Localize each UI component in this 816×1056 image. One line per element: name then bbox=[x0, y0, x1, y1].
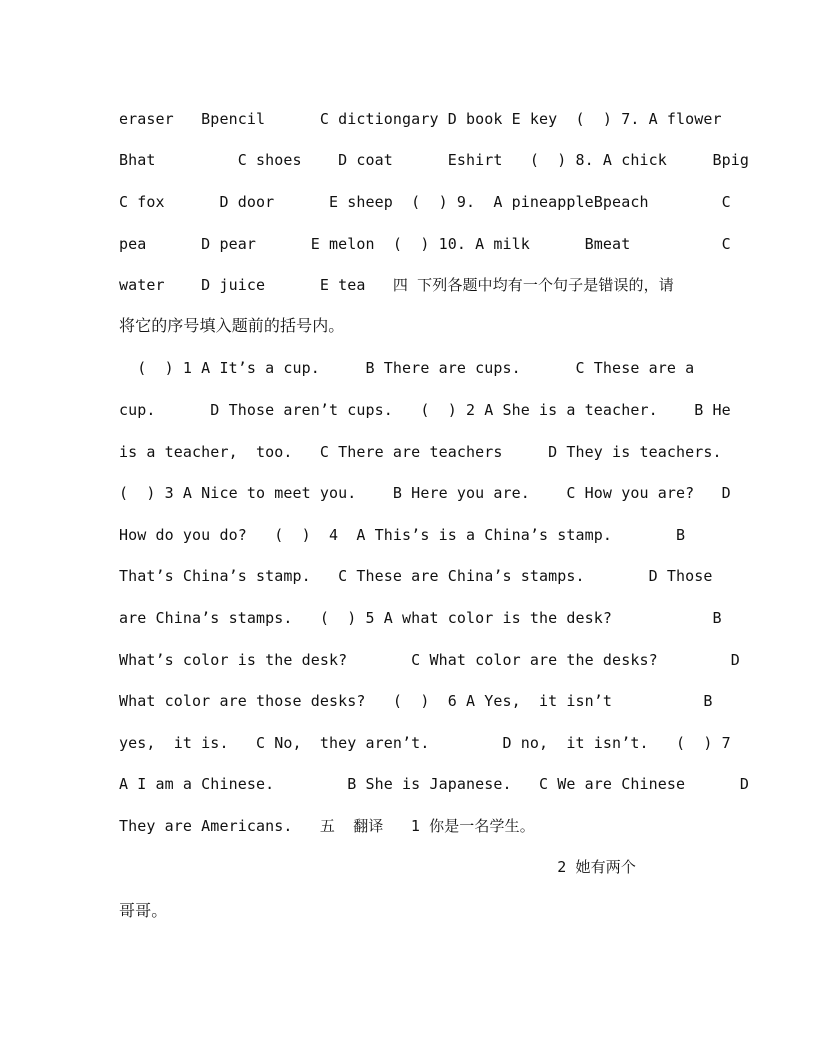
text-line-16: yes, it is. C No, they aren’t. D no, it isn’t. ( ) 7 bbox=[119, 734, 731, 752]
text-line-20: 哥哥。 bbox=[119, 901, 168, 920]
text-line-18: They are Americans. 五 翻译 1 你是一名学生。 bbox=[119, 817, 535, 835]
text-line-11: How do you do? ( ) 4 A This’s is a China’s stamp. B bbox=[119, 526, 686, 544]
text-line-10: ( ) 3 A Nice to meet you. B Here you are. C How you are? D bbox=[119, 484, 731, 502]
text-line-9: is a teacher, too. C There are teachers D They is teachers. bbox=[119, 443, 722, 461]
text-line-15: What color are those desks? ( ) 6 A Yes, it isn’t B bbox=[119, 692, 713, 710]
text-line-13: are China’s stamps. ( ) 5 A what color is the desk? B bbox=[119, 609, 722, 627]
text-line-14: What’s color is the desk? C What color are the desks? D bbox=[119, 651, 740, 669]
text-line-7: ( ) 1 A It’s a cup. B There are cups. C These are a bbox=[119, 359, 695, 377]
text-line-1: eraser Bpencil C dictiongary D book E key ( ) 7. A flower bbox=[119, 110, 722, 128]
text-line-2: Bhat C shoes D coat Eshirt ( ) 8. A chick Bpig bbox=[119, 151, 750, 169]
text-line-17: A I am a Chinese. B She is Japanese. C We are Chinese D bbox=[119, 775, 750, 793]
text-line-6: 将它的序号填入题前的括号内。 bbox=[119, 316, 345, 335]
text-line-8: cup. D Those aren’t cups. ( ) 2 A She is a teacher. B He bbox=[119, 401, 731, 419]
text-line-3: C fox D door E sheep ( ) 9. A pineappleBpeach C bbox=[119, 193, 731, 211]
text-line-12: That’s China’s stamp. C These are China’s stamps. D Those bbox=[119, 567, 713, 585]
text-line-5: water D juice E tea 四 下列各题中均有一个句子是错误的，请 bbox=[119, 276, 674, 294]
text-line-19: 2 她有两个 bbox=[119, 858, 636, 876]
text-line-4: pea D pear E melon ( ) 10. A milk Bmeat C bbox=[119, 235, 731, 253]
